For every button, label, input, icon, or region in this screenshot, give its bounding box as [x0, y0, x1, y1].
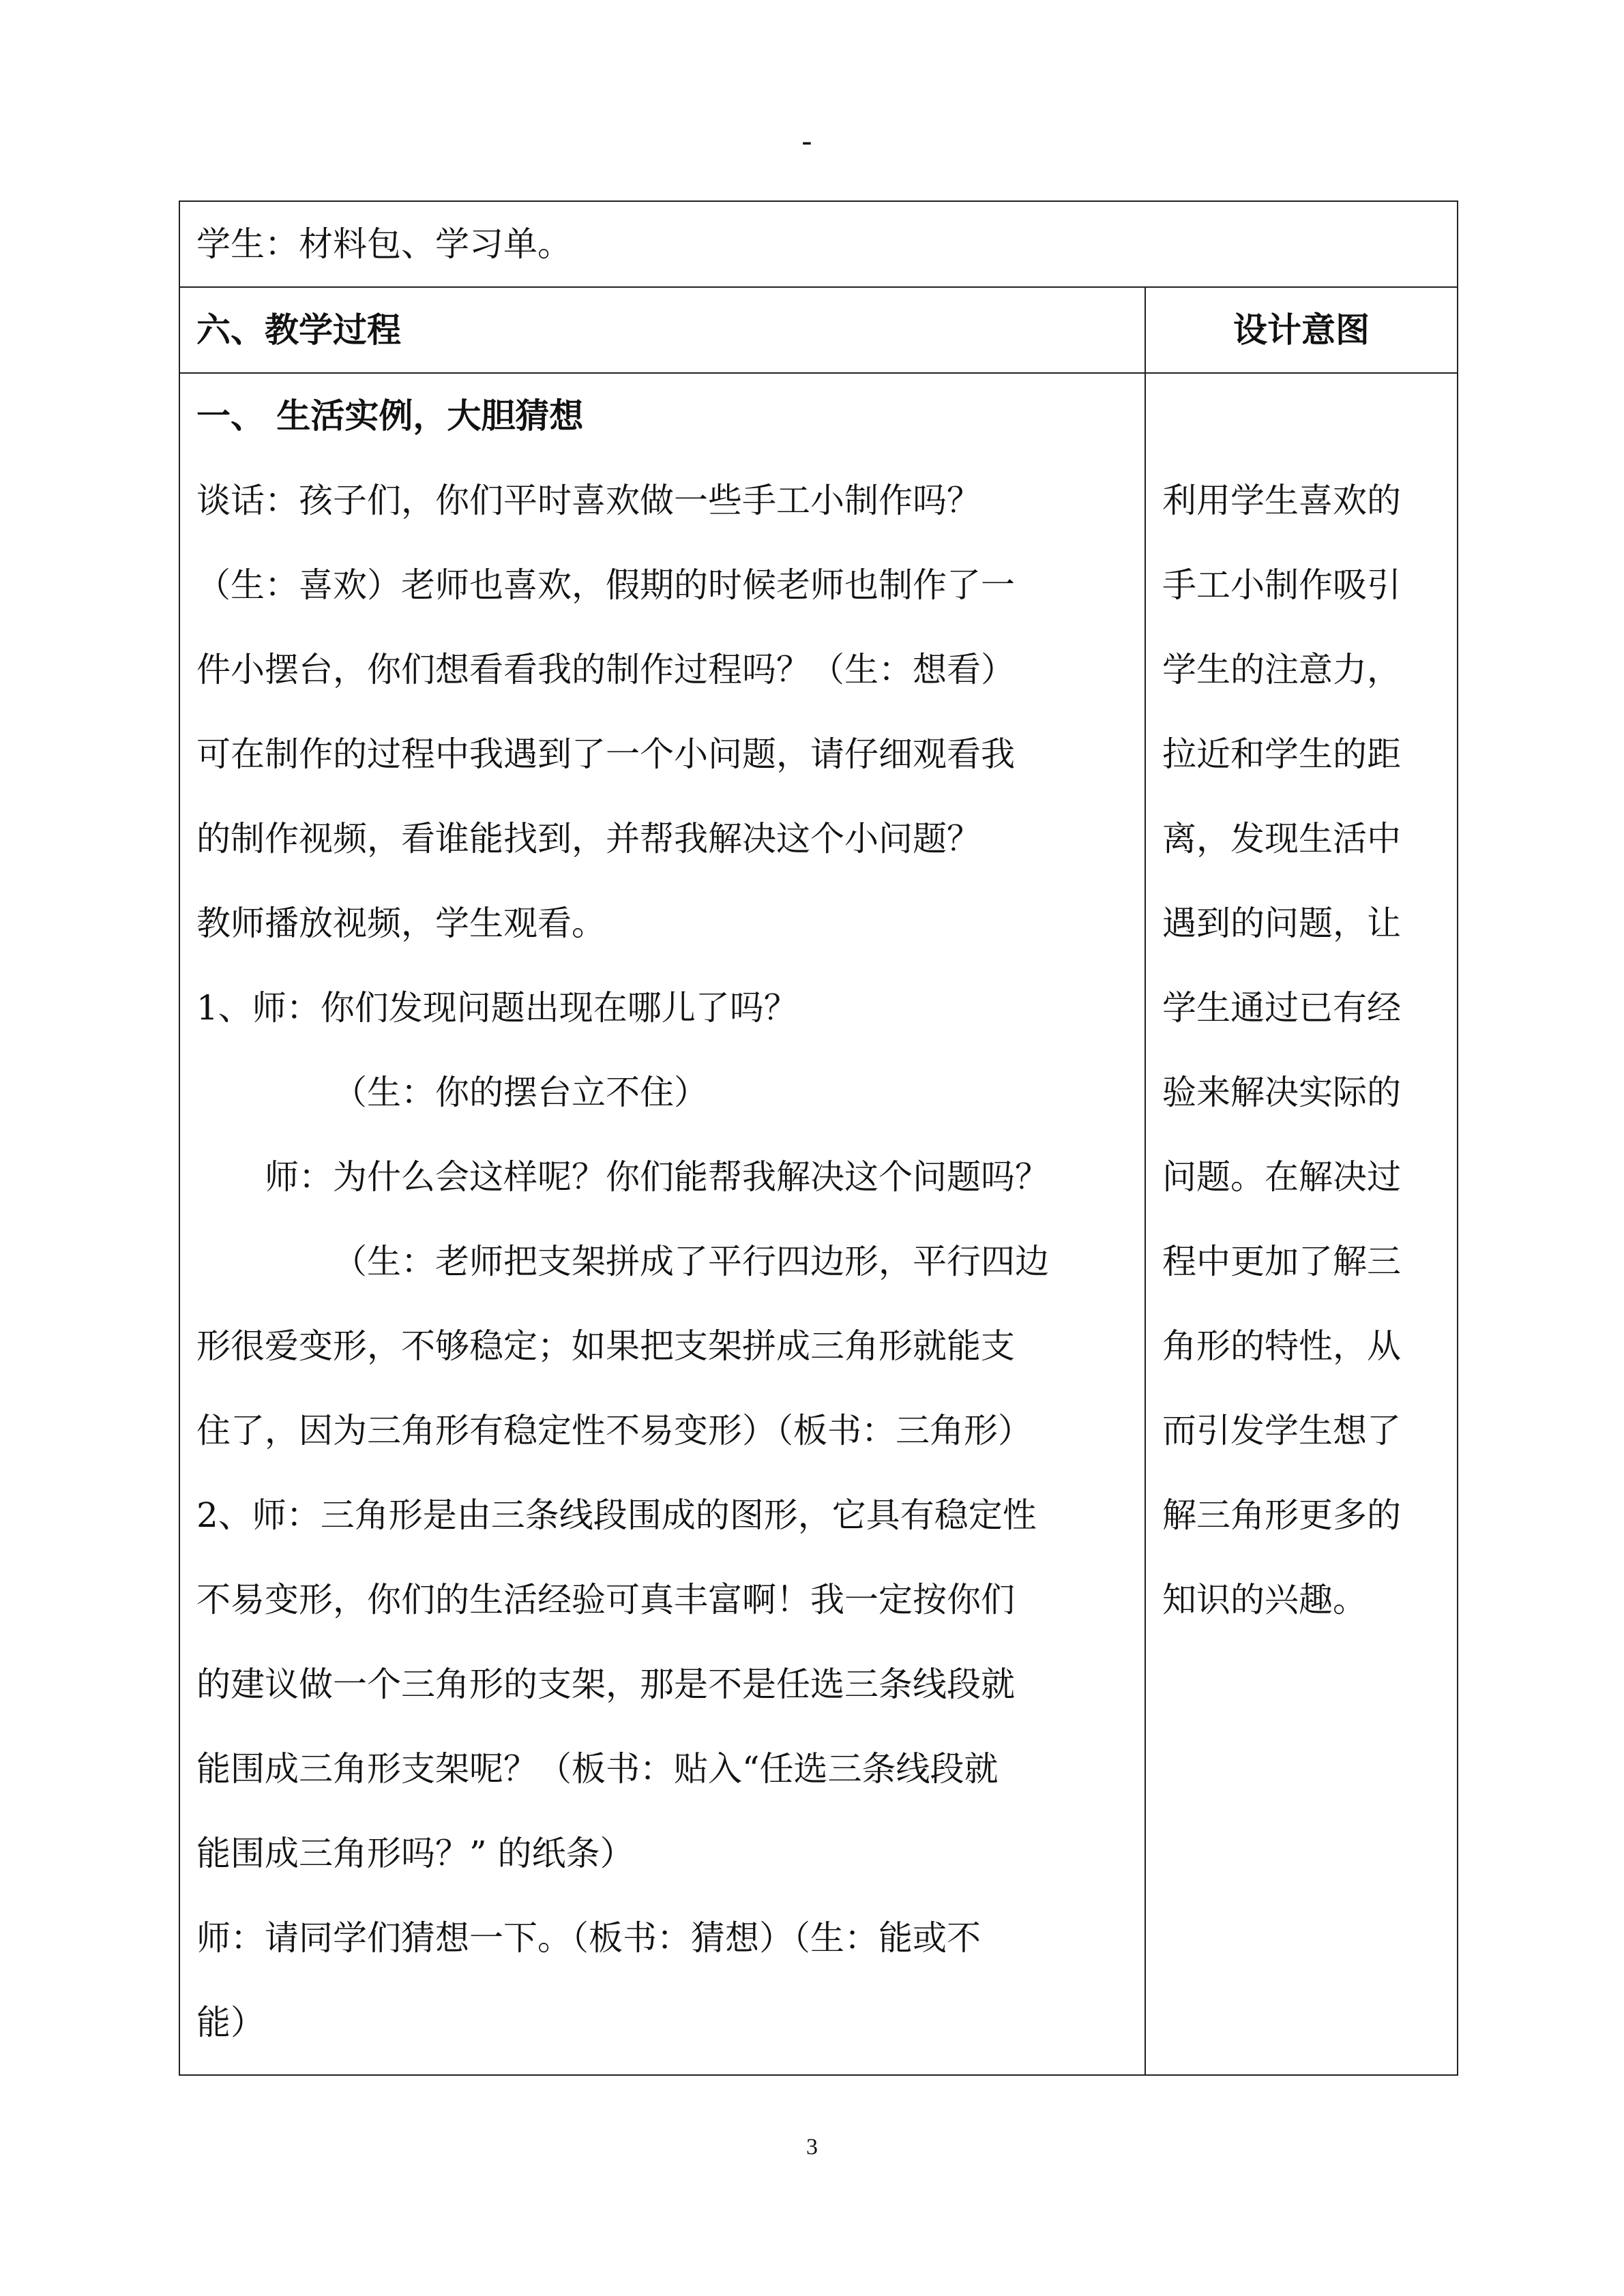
materials-row: [179, 201, 1458, 287]
intent-line: 而引发学生想了: [1162, 1411, 1401, 1450]
process-line: 住了，因为三角形有稳定性不易变形）（板书：三角形）: [196, 1411, 1032, 1450]
process-line: 形很爱变形，不够稳定；如果把支架拼成三角形就能支: [196, 1326, 1015, 1366]
intent-text: [1146, 374, 1457, 1642]
process-header: 六、教学过程: [196, 310, 401, 350]
section-title: 一、 生活实例，大胆猜想: [196, 396, 584, 436]
header-mark: -: [801, 124, 812, 159]
intent-line: 问题。在解决过: [1162, 1157, 1401, 1197]
process-header-cell: [179, 287, 1145, 373]
process-line: 师：为什么会这样呢？你们能帮我解决这个问题吗？: [265, 1157, 1049, 1197]
process-line: 能围成三角形吗？” 的纸条）: [196, 1834, 634, 1873]
intent-line: 角形的特性，从: [1162, 1326, 1401, 1366]
process-line: 能围成三角形支架呢？（板书：贴入“任选三条线段就: [196, 1749, 999, 1789]
intent-line: 利用学生喜欢的: [1162, 481, 1401, 520]
intent-line: 验来解决实际的: [1162, 1073, 1401, 1112]
intent-line: 手工小制作吸引: [1162, 565, 1401, 605]
page-number: 3: [806, 2134, 818, 2160]
process-line: 教师播放视频，学生观看。: [196, 904, 606, 943]
process-line: 1、师：你们发现问题出现在哪儿了吗？: [196, 988, 798, 1028]
process-line: 的制作视频，看谁能找到，并帮我解决这个小问题？: [196, 819, 981, 859]
intent-line: 学生的注意力，: [1162, 650, 1401, 689]
intent-line: 程中更加了解三: [1162, 1242, 1401, 1281]
intent-line: 解三角形更多的: [1162, 1495, 1401, 1535]
intent-line: 拉近和学生的距: [1162, 734, 1401, 774]
table-header-row: [179, 287, 1458, 373]
intent-line: 知识的兴趣。: [1162, 1580, 1367, 1620]
intent-line: 遇到的问题，让: [1162, 904, 1401, 943]
process-line: 不易变形，你们的生活经验可真丰富啊！我一定按你们: [196, 1580, 1015, 1620]
process-line: （生：喜欢）老师也喜欢，假期的时候老师也制作了一: [196, 565, 1015, 605]
process-text: [180, 374, 1145, 2065]
process-line: （生：老师把支架拼成了平行四边形，平行四边: [333, 1242, 1049, 1281]
process-line: 件小摆台，你们想看看我的制作过程吗？（生：想看）: [196, 650, 1015, 689]
content-row: [179, 373, 1458, 2075]
intent-header-cell: [1145, 287, 1458, 373]
process-cell: [179, 373, 1145, 2075]
intent-cell: [1145, 373, 1458, 2075]
process-line: 谈话：孩子们，你们平时喜欢做一些手工小制作吗？: [196, 481, 981, 520]
intent-line: 离，发现生活中: [1162, 819, 1401, 859]
materials-text: 学生：材料包、学习单。: [196, 224, 572, 264]
process-line: 师：请同学们猜想一下。（板书：猜想）（生：能或不: [196, 1918, 981, 1958]
intent-line: 学生通过已有经: [1162, 988, 1401, 1028]
process-line: 的建议做一个三角形的支架，那是不是任选三条线段就: [196, 1665, 1015, 1704]
intent-header: 设计意图: [1233, 310, 1370, 350]
materials-cell: [179, 201, 1458, 287]
process-line: 能）: [196, 2003, 265, 2042]
lesson-plan-table: [179, 200, 1458, 2076]
process-line: 2、师：三角形是由三条线段围成的图形，它具有稳定性: [196, 1495, 1037, 1535]
process-line: （生：你的摆台立不住）: [333, 1073, 708, 1112]
process-line: 可在制作的过程中我遇到了一个小问题，请仔细观看我: [196, 734, 1015, 774]
